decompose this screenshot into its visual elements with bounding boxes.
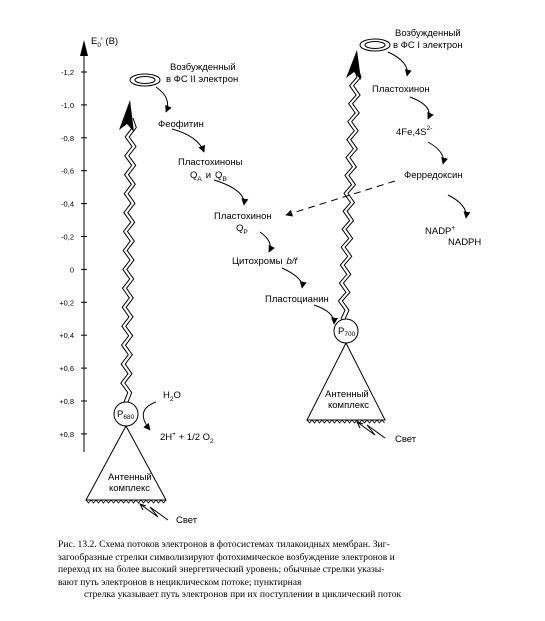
axis-tick-label: 0 [69,265,74,275]
nadp-label: NADP+ [425,225,456,237]
axis-tick-label: +0,2 [59,298,74,308]
caption-line: Рис. 13.2. Схема потоков электронов в фотосистемах тилакоидных мембран. Зиг- [58,539,390,550]
plastocyanin-label: Пластоцианин [265,294,329,305]
psii-excited-electron-icon [130,74,160,86]
psi-light-label: Свет [395,434,417,445]
fe-s-cluster-label: $4Fe,4S^{2-}$ [396,125,433,138]
p680-label: $P_{680}$ [117,409,135,421]
axis-tick-label: -0,6 [61,166,74,176]
figure-caption [58,539,520,602]
plastoquinone-qp-label: Пластохинон [214,211,272,222]
axis-tick-label: -1,2 [61,68,74,77]
cytochromes-label: Цитохромы b/f [232,256,297,267]
caption-line: стрелка указывает путь электронов при их поступлении в циклический поток [84,589,402,601]
axis-tick-label: -1,0 [61,100,74,110]
nadph-label: NADPH [448,237,482,248]
cyclic-flow-dashed-arrow [286,181,395,215]
psi-excited-electron-icon [360,39,390,51]
psi-plastoquinone-label: Пластохинон [372,84,430,95]
psii-zigzag-arrow [119,100,136,402]
caption-line: загообразные стрелки символизируют фотохимическое возбуждение электронов и [58,551,395,563]
psii-antenna-label: Антенный комплекс [108,472,152,494]
psii-excited-label: Возбужденный в ФС II электрон [166,62,239,85]
axis-ticks [59,68,87,439]
axis-tick-label: -0,4 [61,199,74,209]
axis-tick-label: -0,2 [61,232,74,242]
caption-line: переход их на более высокий энергетический уровень; обычные стрелки указы- [58,564,385,576]
water-label: $H_2O$ [163,390,181,403]
water-oxidation-arrow [143,402,156,430]
psii-light-bolt-icon [140,504,168,520]
axis-tick-label: +0,4 [59,331,74,341]
caption-line: вают путь электронов в нециклическом потоке; пунктирная [58,576,302,588]
psi-light-bolt-icon [357,422,385,438]
psi-antenna-complex [307,343,385,423]
psi-zigzag-arrow [338,50,361,319]
psi-antenna-label: Антенный комплекс [325,389,370,411]
plastoquinones-label: Пластохиноны [178,157,243,168]
axis-tick-label: -0,8 [61,133,74,143]
axis-label: $E_0'$ (В) [91,36,119,49]
axis-tick-label: +0,6 [59,364,74,374]
energy-axis [59,36,118,452]
axis-tick-label: +0,8 [59,429,74,439]
qp-label: $Q_P$ [236,223,248,236]
axis-arrowhead [80,40,88,56]
ferredoxin-label: Ферредоксин [404,170,463,181]
axis-tick-label: +0,8 [59,397,74,406]
psii-light-label: Свет [176,515,198,526]
p700-label: $P_{700}$ [338,326,356,338]
psi-excited-label: Возбужденный в ФС I электрон [393,28,463,51]
water-products-label: 2H+ + 1/2 $O_2$ [160,431,214,445]
pheophytin-label: Феофитин [158,119,204,130]
qa-qb-label: $Q_A$ и $Q_B$ [190,170,227,183]
